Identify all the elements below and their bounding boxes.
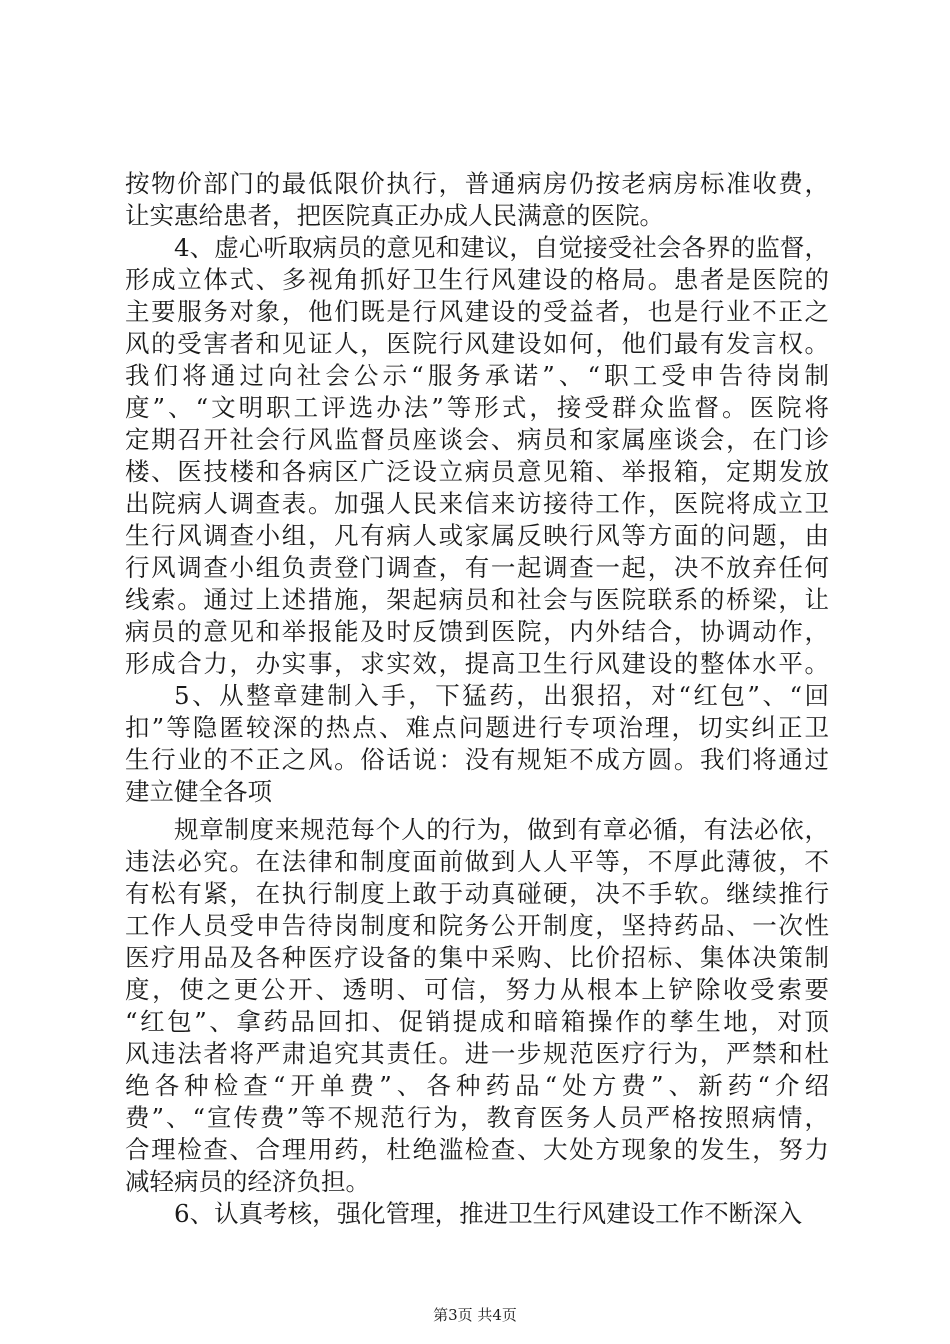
text-line: 费”、“宣传费”等不规范行为，教育医务人员严格按照病情， [125, 1103, 829, 1132]
paragraph-item-4: 4、虚心听取病员的意见和建议，自觉接受社会各界的监督， [174, 233, 829, 262]
paragraph-item-6: 6、认真考核，强化管理，推进卫生行风建设工作不断深入 [174, 1199, 803, 1228]
text-line: 风违法者将严肃追究其责任。进一步规范医疗行为，严禁和杜 [125, 1039, 829, 1068]
text-line: 行风调查小组负责登门调查，有一起调查一起，决不放弃任何 [125, 553, 829, 582]
paragraph-regulations: 规章制度来规范每个人的行为，做到有章必循，有法必依， [174, 815, 829, 844]
text-line: 出院病人调查表。加强人民来信来访接待工作，医院将成立卫 [125, 489, 829, 518]
text-line: 有松有紧，在执行制度上敢于动真碰硬，决不手软。继续推行 [125, 879, 829, 908]
text-line: 合理检查、合理用药，杜绝滥检查、大处方现象的发生，努力 [125, 1135, 829, 1164]
text-line: 医疗用品及各种医疗设备的集中采购、比价招标、集体决策制 [125, 943, 829, 972]
text-line: 主要服务对象，他们既是行风建设的受益者，也是行业不正之 [125, 297, 829, 326]
text-line: 形成合力，办实事，求实效，提高卫生行风建设的整体水平。 [125, 649, 829, 678]
text-line: 我们将通过向社会公示“服务承诺”、“职工受申告待岗制 [125, 361, 829, 390]
page-number-footer: 第3页 共4页 [433, 1306, 517, 1324]
text-line: 绝各种检查“开单费”、各种药品“处方费”、新药“介绍 [125, 1071, 829, 1100]
text-line: 违法必究。在法律和制度面前做到人人平等，不厚此薄彼，不 [125, 847, 829, 876]
text-line: 线索。通过上述措施，架起病员和社会与医院联系的桥梁，让 [125, 585, 829, 614]
text-line: 扣”等隐匿较深的热点、难点问题进行专项治理，切实纠正卫 [125, 713, 829, 742]
paragraph-item-5: 5、从整章建制入手，下猛药，出狠招，对“红包”、“回 [174, 681, 829, 710]
text-line: 病员的意见和举报能及时反馈到医院，内外结合，协调动作， [125, 617, 829, 646]
document-body [125, 168, 829, 1230]
text-line: 楼、医技楼和各病区广泛设立病员意见箱、举报箱，定期发放 [125, 457, 829, 486]
text-line: 形成立体式、多视角抓好卫生行风建设的格局。患者是医院的 [125, 265, 829, 294]
text-line: 让实惠给患者，把医院真正办成人民满意的医院。 [125, 201, 664, 230]
text-line: 度”、“文明职工评选办法”等形式，接受群众监督。医院将 [125, 393, 829, 422]
text-line: 生行风调查小组，凡有病人或家属反映行风等方面的问题，由 [125, 521, 829, 550]
text-line: 按物价部门的最低限价执行，普通病房仍按老病房标准收费， [125, 169, 829, 198]
text-line: 生行业的不正之风。俗话说：没有规矩不成方圆。我们将通过 [125, 745, 829, 774]
text-line: 减轻病员的经济负担。 [125, 1167, 370, 1196]
text-line: 建立健全各项 [125, 777, 272, 806]
text-line: 度，使之更公开、透明、可信，努力从根本上铲除收受索要 [125, 975, 829, 1004]
text-line: 工作人员受申告待岗制度和院务公开制度，坚持药品、一次性 [125, 911, 829, 940]
text-line: 风的受害者和见证人，医院行风建设如何，他们最有发言权。 [125, 329, 829, 358]
text-line: 定期召开社会行风监督员座谈会、病员和家属座谈会，在门诊 [125, 425, 829, 454]
text-line: “红包”、拿药品回扣、促销提成和暗箱操作的孳生地，对顶 [125, 1007, 829, 1036]
